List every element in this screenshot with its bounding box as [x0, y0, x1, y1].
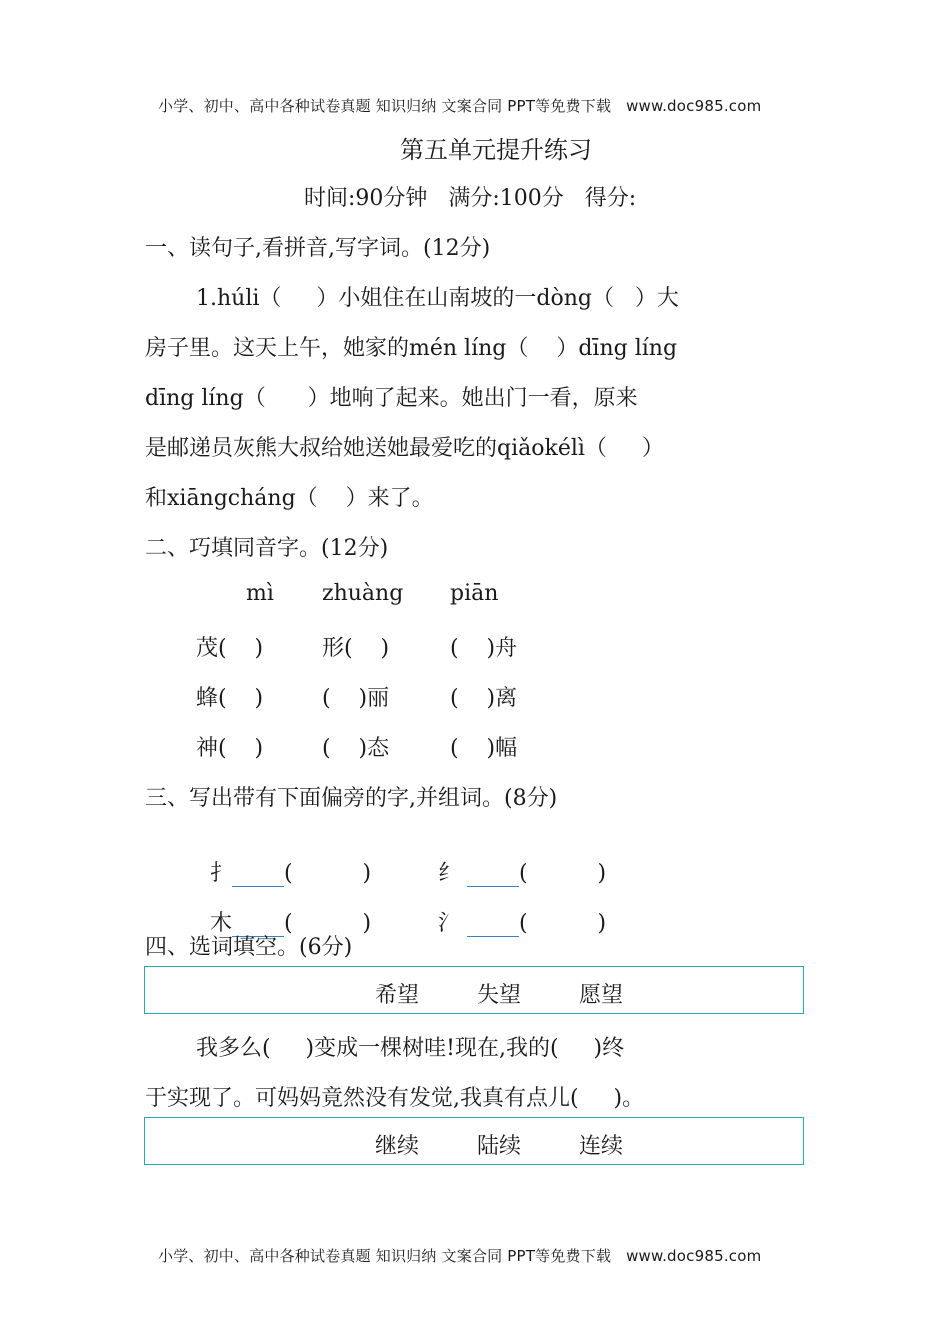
exam-info: 时间:90分钟 满分:100分 得分:: [304, 186, 637, 211]
pinyin-label: zhuàng: [322, 581, 404, 606]
word-choice: 希望: [375, 983, 420, 1008]
word-paren: ( ): [519, 911, 607, 936]
word-choice-box: [144, 966, 804, 1014]
radical-char: 氵: [438, 911, 461, 936]
homophone-cell: 茂( ): [196, 636, 264, 661]
radical-char: 纟: [438, 861, 461, 886]
word-choice-box: [144, 1117, 804, 1165]
homophone-cell: ( )舟: [450, 636, 518, 661]
word-choice: 陆续: [477, 1134, 522, 1159]
radical-row: [196, 831, 371, 887]
fill-sentence: 我多么( )变成一棵树哇!现在,我的( )终: [196, 1036, 625, 1061]
radical-row: [196, 881, 371, 937]
section-1-line: 是邮递员灰熊大叔给她送她最爱吃的qiǎokélì（ ）: [145, 436, 664, 461]
page-title: 第五单元提升练习: [400, 136, 592, 164]
word-choice: 继续: [375, 1134, 420, 1159]
homophone-cell: 形( ): [322, 636, 390, 661]
section-3-heading: 三、写出带有下面偏旁的字,并组词。(8分): [145, 786, 558, 811]
answer-blank[interactable]: [467, 914, 519, 937]
word-paren: ( ): [284, 911, 372, 936]
word-choice: 失望: [477, 983, 522, 1008]
radical-char: 木: [210, 911, 233, 936]
radical-char: 扌: [210, 861, 233, 886]
homophone-cell: ( )态: [322, 736, 390, 761]
page-header: 小学、初中、高中各种试卷真题 知识归纳 文案合同 PPT等免费下载 www.doc985.com: [158, 97, 762, 115]
radical-row: [424, 831, 606, 887]
word-choice: 愿望: [579, 983, 624, 1008]
section-1-line: 和xiāngcháng（ ）来了。: [145, 486, 434, 511]
homophone-cell: ( )离: [450, 686, 518, 711]
section-1-line: 1.húli（ ）小姐住在山南坡的一dòng（ ）大: [196, 286, 679, 311]
page-footer: 小学、初中、高中各种试卷真题 知识归纳 文案合同 PPT等免费下载 www.doc985.com: [158, 1247, 762, 1265]
homophone-cell: ( )丽: [322, 686, 390, 711]
section-1-heading: 一、读句子,看拼音,写字词。(12分): [145, 236, 491, 261]
section-1-line: 房子里。这天上午，她家的mén líng（ ）dīng líng: [145, 336, 678, 361]
homophone-cell: 神( ): [196, 736, 264, 761]
word-paren: ( ): [284, 861, 372, 886]
pinyin-label: mì: [246, 581, 274, 606]
section-1-line: dīng líng（ ）地响了起来。她出门一看，原来: [145, 386, 638, 411]
homophone-cell: 蜂( ): [196, 686, 264, 711]
pinyin-label: piān: [450, 581, 499, 606]
section-4-heading: 四、选词填空。(6分): [145, 935, 353, 960]
fill-sentence: 于实现了。可妈妈竟然没有发觉,我真有点儿( )。: [145, 1086, 645, 1111]
homophone-cell: ( )幅: [450, 736, 518, 761]
section-2-heading: 二、巧填同音字。(12分): [145, 536, 389, 561]
word-paren: ( ): [519, 861, 607, 886]
radical-row: [424, 881, 606, 937]
word-choice: 连续: [579, 1134, 624, 1159]
